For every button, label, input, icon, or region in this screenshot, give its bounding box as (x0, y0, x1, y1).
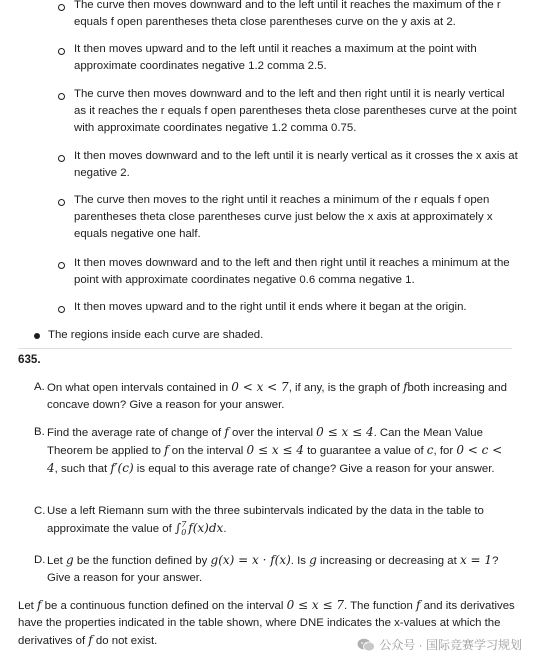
statement-text: Let (18, 600, 34, 612)
statement-text: do not exist. (95, 634, 158, 647)
question-letter: B. (34, 426, 45, 438)
math-symbol: f (88, 632, 93, 647)
question-text: Let (47, 555, 63, 567)
description-item: It then moves upward and to the right until it ends where it began at the origin. (74, 301, 467, 313)
question-a (34, 379, 514, 414)
sub-bullet-marker (58, 199, 65, 206)
question-text: . (223, 522, 227, 535)
sub-bullet-marker (58, 306, 65, 313)
math-expression: 0 ≤ x ≤ 7 (286, 598, 344, 612)
question-letter: D. (34, 554, 46, 566)
description-item: It then moves downward and to the left and then right until it reaches a minimum at the point with approximate coordinates negative 0.6 comma negative 1. (74, 257, 510, 286)
question-text: is equal to this average rate of change? Give a reason for your answer. (136, 462, 495, 475)
integral-upper-limit: 7 (181, 519, 187, 529)
question-text: , if any, is the graph of (288, 382, 400, 394)
math-expression: 0 ≤ x ≤ 4 (316, 425, 374, 439)
question-text: over the interval (231, 427, 313, 439)
math-symbol: f (415, 598, 421, 612)
description-item: The curve then moves downward and to the left until it reaches the maximum of the r equals f open parentheses theta close parentheses curve on the y axis at 2. (74, 0, 501, 28)
question-letter: A. (34, 381, 45, 393)
integral-expression (174, 519, 224, 537)
question-text: . Can the Mean Value Theorem be applied to (47, 427, 483, 457)
question-text: be the function defined by (76, 555, 208, 567)
question-c (34, 503, 514, 538)
math-symbol: f (224, 425, 229, 439)
question-text: , for (433, 444, 454, 457)
sub-bullet-marker (58, 262, 65, 269)
question-text: to guarantee a value of (307, 444, 424, 457)
math-symbol: g (66, 553, 74, 567)
integral-sign: ∫ (174, 520, 182, 535)
wechat-icon (357, 638, 375, 652)
integral-lower-limit: 0 (181, 527, 187, 537)
math-expression: 0 < c < 4 (47, 442, 503, 475)
math-expression: 0 < x < 7 (231, 380, 289, 394)
question-text: On what open intervals contained in (47, 382, 229, 394)
statement-text: be a continuous function defined on the interval (44, 600, 284, 612)
question-text: increasing or decreasing at (320, 555, 457, 567)
sub-bullet-marker (58, 48, 65, 55)
integrand: f(x)dx (188, 520, 224, 535)
description-item: The curve then moves downward and to the left and then right until it is nearly vertical as it reaches the r equals f open parentheses theta close parentheses curve at the point with approximate coordinates negative 1.2 comma 0.75. (74, 88, 517, 134)
description-item: It then moves upward and to the left until it reaches a maximum at the point with approximate coordinates negative 1.2 comma 2.5. (74, 43, 477, 72)
question-text: Use a left Riemann sum with the three subintervals indicated by the data in the table to approximate the value of (47, 505, 484, 535)
question-letter: C. (34, 505, 46, 517)
question-d (34, 552, 514, 587)
question-text: both increasing and concave down? Give a reason for your answer. (47, 382, 507, 411)
math-expression: g(x) = x · f(x) (210, 553, 291, 567)
sub-bullet-marker (58, 155, 65, 162)
question-text: . Is (290, 555, 306, 567)
watermark (355, 636, 524, 653)
math-expression: 0 ≤ x ≤ 4 (246, 442, 304, 457)
shaded-note: The regions inside each curve are shaded. (48, 329, 264, 341)
question-text: on the interval (171, 444, 244, 457)
math-expression: x = 1 (459, 553, 493, 567)
description-item: It then moves downward and to the left until it is nearly vertical as it crosses the x axis at negative 2. (74, 150, 518, 179)
sub-bullet-marker (58, 93, 65, 100)
statement-text: and its derivatives have the properties indicated in the table shown, where DNE indicates the x-values at which the derivatives of (18, 600, 515, 647)
watermark-text: 公众号 · 国际竞赛学习规划 (379, 638, 522, 652)
divider (18, 348, 512, 349)
math-symbol: g (309, 553, 317, 567)
problem-number: 635. (18, 353, 41, 366)
sub-bullet-marker (58, 4, 65, 11)
math-symbol: c (426, 442, 434, 457)
math-expression: f′(c) (110, 460, 134, 475)
math-symbol: f (164, 442, 169, 457)
math-symbol: f (403, 380, 408, 394)
statement-text: . The function (343, 600, 413, 612)
question-text: ? Give a reason for your answer. (47, 555, 499, 584)
bullet-marker (34, 333, 40, 339)
math-symbol: f (37, 598, 42, 612)
description-item: The curve then moves to the right until it reaches a minimum of the r equals f open parentheses theta close parentheses curve just below the x axis at approximately x equals negative one half. (74, 194, 493, 240)
question-text: Find the average rate of change of (47, 427, 222, 439)
question-b (34, 424, 514, 477)
question-text: , such that (54, 462, 108, 475)
